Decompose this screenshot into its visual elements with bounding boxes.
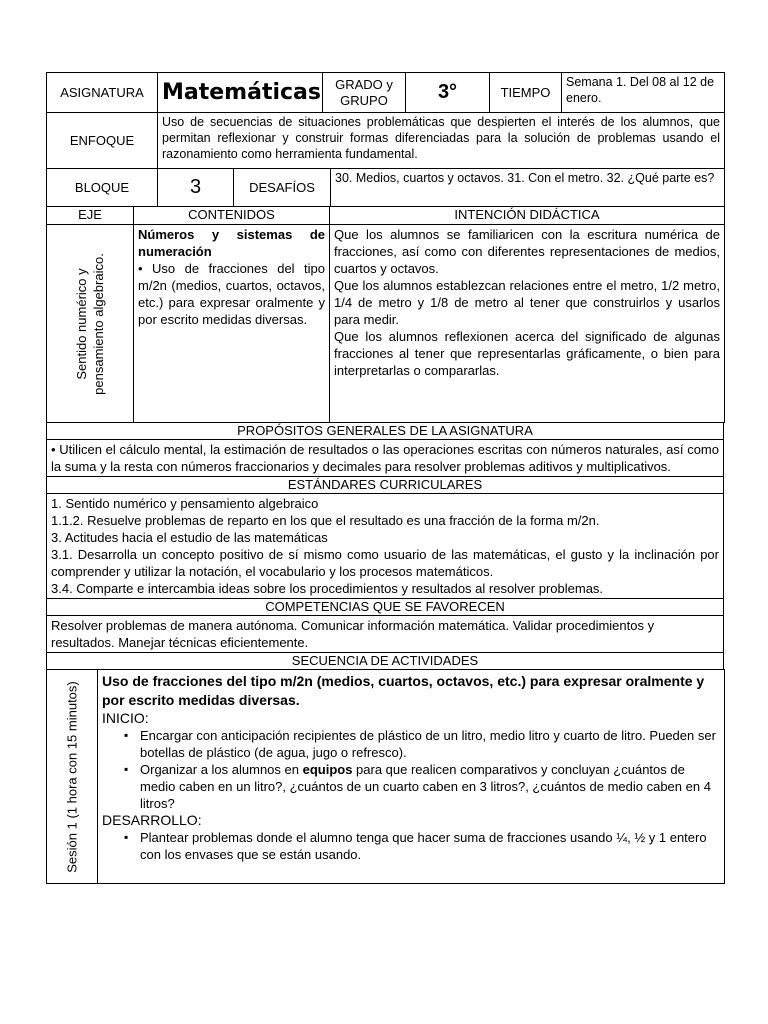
list-item-text: para que realicen comparativos y concluyan ¿cuántos de medio caben en un litro?, ¿cuántos de un cuarto caben en 3 litros?, ¿cuántos de medio caben en 4 litros? bbox=[140, 762, 711, 811]
enfoque-text: Uso de secuencias de situaciones problemáticas que despierten el interés de los alumnos, que permitan reflexionar y construir formas diferenciadas para la solución de problemas usando el razonamiento como herramienta fundamental. bbox=[158, 113, 725, 169]
intencion-header: INTENCIÓN DIDÁCTICA bbox=[330, 207, 725, 225]
inicio-label: INICIO: bbox=[102, 710, 149, 726]
list-item: ▪ Encargar con anticipación recipientes de plástico de un litro, medio litro y cuarto de litro. Pueden ser botellas de plástico (de agua, jugo o refresco). bbox=[140, 727, 720, 761]
contenidos-cell bbox=[134, 225, 330, 423]
propositos-table bbox=[46, 422, 724, 670]
asignatura-label: ASIGNATURA bbox=[47, 73, 158, 113]
competencias-text: Resolver problemas de manera autónoma. Comunicar información matemática. Validar procedimientos y resultados. Manejar técnicas eficientemente. bbox=[47, 616, 724, 653]
list-item-bold: equipos bbox=[302, 762, 353, 777]
session-cell bbox=[47, 670, 98, 884]
inicio-list bbox=[102, 727, 720, 812]
list-item: ▪ Plantear problemas donde el alumno tenga que hacer suma de fracciones usando ¼, ½ y 1 entero con los envases que se están usando. bbox=[140, 829, 720, 863]
intencion-item: Que los alumnos se familiaricen con la escritura numérica de fracciones, así como con diferentes representaciones de medios, cuartos y octavos. bbox=[334, 227, 720, 276]
enfoque-table bbox=[46, 112, 725, 169]
asignatura-value: Matemáticas bbox=[158, 73, 323, 113]
desarrollo-list bbox=[102, 829, 720, 863]
secuencia-cell bbox=[98, 670, 725, 884]
eje-table bbox=[46, 206, 725, 423]
contenidos-body: • Uso de fracciones del tipo m/2n (medios, cuartos, octavos, etc.) para expresar oralmente y por escrito medidas diversas. bbox=[138, 261, 325, 327]
grado-value: 3° bbox=[406, 73, 490, 113]
eje-cell bbox=[47, 225, 134, 423]
estandar-item: 3.4. Comparte e intercambia ideas sobre los procedimientos y resultados al resolver problemas. bbox=[51, 581, 604, 596]
list-item bbox=[140, 761, 720, 812]
secuencia-table bbox=[46, 669, 725, 884]
intencion-item: Que los alumnos establezcan relaciones entre el metro, 1/2 metro, 1/4 de metro y 1/8 de metro al tener que construirlos y usarlos para medir. bbox=[334, 278, 720, 327]
competencias-title: COMPETENCIAS QUE SE FAVORECEN bbox=[47, 599, 724, 616]
estandares-cell bbox=[47, 494, 724, 599]
session-label: Sesión 1 (1 hora con 15 minutos) bbox=[64, 680, 80, 873]
propositos-text: • Utilicen el cálculo mental, la estimación de resultados o las operaciones escritas con números naturales, así como la suma y la resta con números fraccionarios y decimales para resolver problemas aditivos y multiplicativos. bbox=[47, 440, 724, 477]
desafios-label: DESAFÍOS bbox=[234, 169, 331, 207]
bloque-value: 3 bbox=[158, 169, 234, 207]
header-table bbox=[46, 72, 725, 113]
bloque-table bbox=[46, 168, 725, 207]
contenidos-header: CONTENIDOS bbox=[134, 207, 330, 225]
tiempo-value: Semana 1. Del 08 al 12 de enero. bbox=[562, 73, 725, 113]
intencion-cell bbox=[330, 225, 725, 423]
contenidos-title: Números y sistemas de numeración bbox=[138, 227, 325, 259]
lesson-plan-page bbox=[46, 72, 724, 884]
eje-text: Sentido numérico y pensamiento algebraico. bbox=[74, 252, 106, 395]
estandar-item: 3.1. Desarrolla un concepto positivo de sí mismo como usuario de las matemáticas, el gusto y la inclinación por comprender y utilizar la notación, el vocabulario y los procesos matemáticos. bbox=[51, 547, 719, 579]
secuencia-heading: Uso de fracciones del tipo m/2n (medios, cuartos, octavos, etc.) para expresar oralmente y por escrito medidas diversas. bbox=[102, 673, 705, 708]
propositos-title: PROPÓSITOS GENERALES DE LA ASIGNATURA bbox=[47, 423, 724, 440]
grado-label: GRADO y GRUPO bbox=[323, 73, 406, 113]
estandar-item: 1. Sentido numérico y pensamiento algebraico bbox=[51, 496, 319, 511]
tiempo-label: TIEMPO bbox=[490, 73, 562, 113]
bloque-label: BLOQUE bbox=[47, 169, 158, 207]
list-item-text: Organizar a los alumnos en bbox=[140, 762, 303, 777]
estandar-item: 1.1.2. Resuelve problemas de reparto en los que el resultado es una fracción de la forma m/2n. bbox=[51, 513, 600, 528]
intencion-item: Que los alumnos reflexionen acerca del significado de algunas fracciones al tener que representarlas gráficamente, o bien para interpretarlas o compararlas. bbox=[334, 329, 720, 378]
estandares-title: ESTÁNDARES CURRICULARES bbox=[47, 477, 724, 494]
estandar-item: 3. Actitudes hacia el estudio de las matemáticas bbox=[51, 530, 328, 545]
desarrollo-label: DESARROLLO: bbox=[102, 812, 202, 828]
enfoque-label: ENFOQUE bbox=[47, 113, 158, 169]
secuencia-title: SECUENCIA DE ACTIVIDADES bbox=[47, 653, 724, 670]
eje-header: EJE bbox=[47, 207, 134, 225]
desafios-value: 30. Medios, cuartos y octavos. 31. Con el metro. 32. ¿Qué parte es? bbox=[331, 169, 725, 207]
